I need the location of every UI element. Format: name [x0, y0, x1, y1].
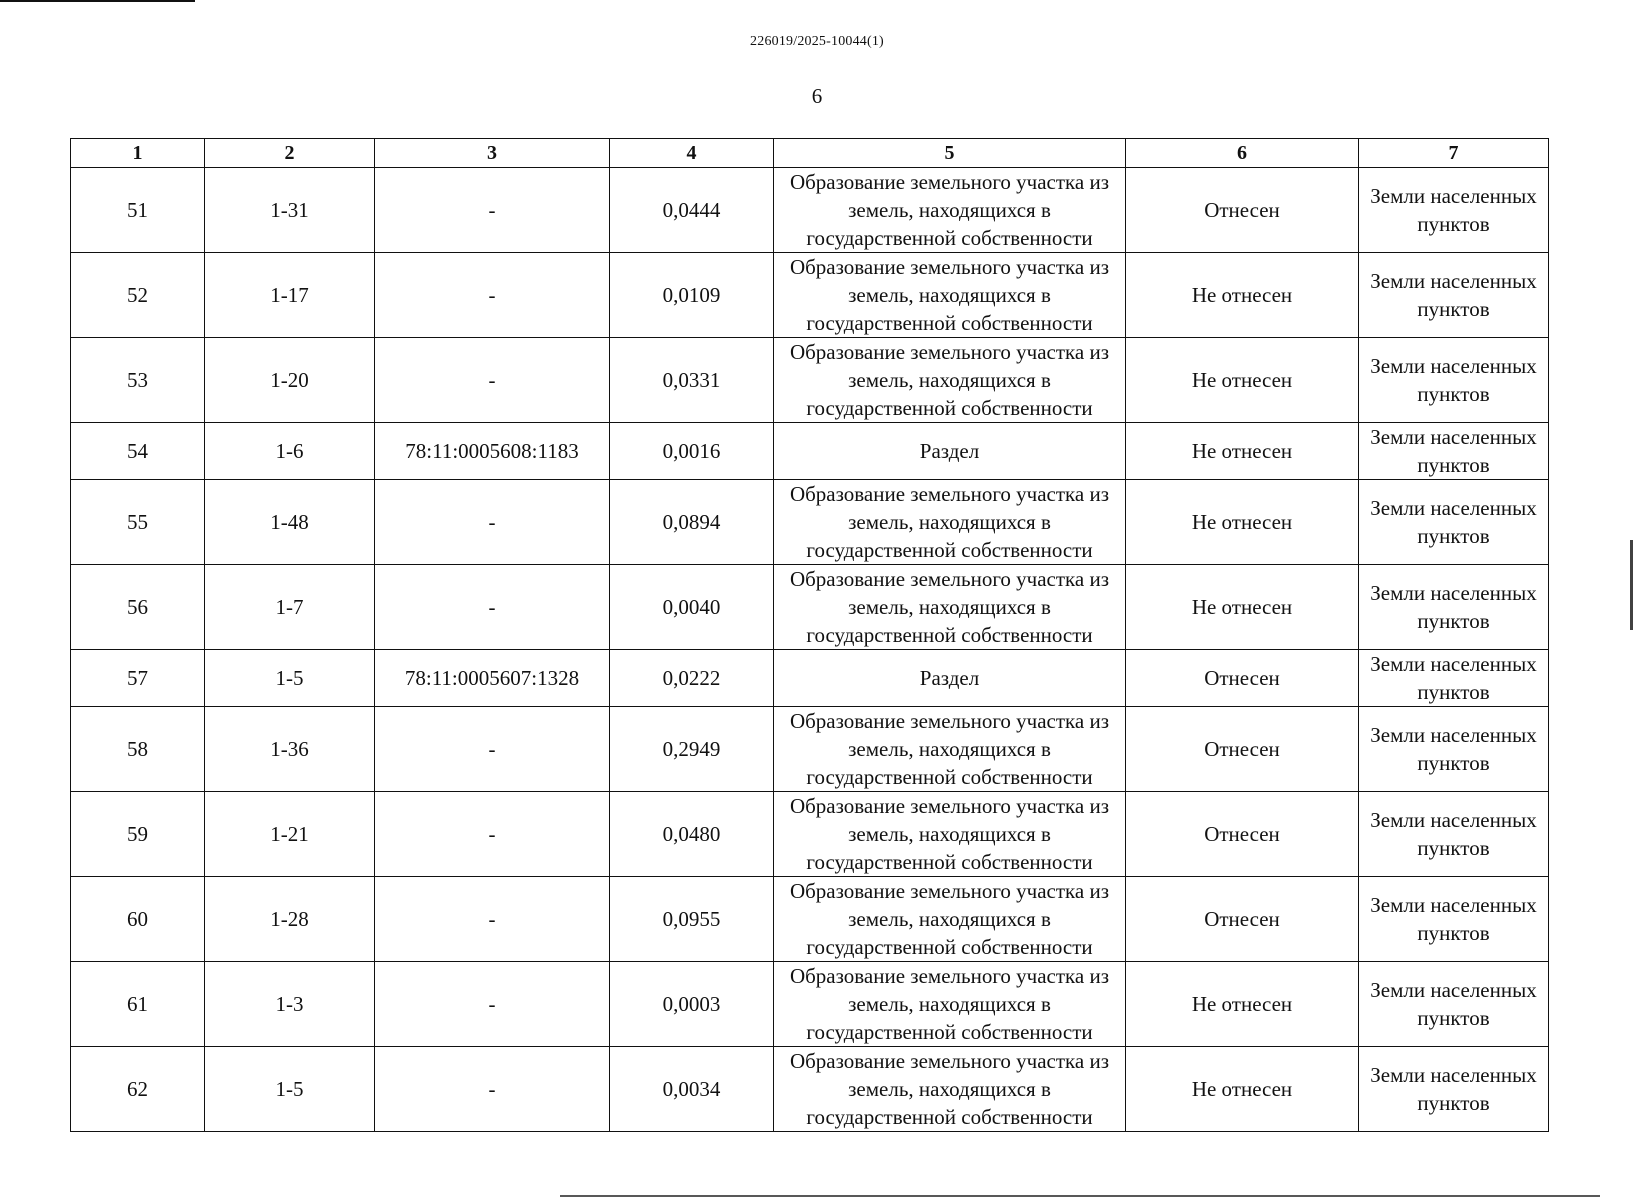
- status-cell: Отнесен: [1126, 650, 1359, 707]
- column-header: 5: [774, 139, 1126, 168]
- column-header: 6: [1126, 139, 1359, 168]
- cadastral-number-cell: -: [375, 1047, 610, 1132]
- land-category-cell: Земли населенных пунктов: [1359, 168, 1549, 253]
- cadastral-number-cell: 78:11:0005607:1328: [375, 650, 610, 707]
- cadastral-number-cell: -: [375, 962, 610, 1047]
- table-row: [71, 480, 1549, 565]
- area-cell: 0,0003: [610, 962, 774, 1047]
- scan-artifact-top: [0, 0, 195, 2]
- table-row: [71, 877, 1549, 962]
- plot-designation-cell: 1-20: [205, 338, 375, 423]
- table-row: [71, 565, 1549, 650]
- land-category-cell: Земли населенных пунктов: [1359, 962, 1549, 1047]
- status-cell: Отнесен: [1126, 792, 1359, 877]
- land-plots-table: [70, 138, 1549, 1132]
- status-cell: Не отнесен: [1126, 423, 1359, 480]
- land-category-cell: Земли населенных пунктов: [1359, 338, 1549, 423]
- land-category-cell: Земли населенных пунктов: [1359, 565, 1549, 650]
- formation-method-cell: Образование земельного участка из земель, находящихся в государственной собственности: [774, 877, 1126, 962]
- status-cell: Не отнесен: [1126, 962, 1359, 1047]
- area-cell: 0,0894: [610, 480, 774, 565]
- area-cell: 0,0480: [610, 792, 774, 877]
- row-number-cell: 54: [71, 423, 205, 480]
- cadastral-number-cell: -: [375, 253, 610, 338]
- scan-artifact-right: [1630, 540, 1633, 630]
- cadastral-number-cell: -: [375, 480, 610, 565]
- status-cell: Отнесен: [1126, 168, 1359, 253]
- row-number-cell: 51: [71, 168, 205, 253]
- cadastral-number-cell: -: [375, 792, 610, 877]
- formation-method-cell: Образование земельного участка из земель, находящихся в государственной собственности: [774, 480, 1126, 565]
- cadastral-number-cell: -: [375, 707, 610, 792]
- cadastral-number-cell: 78:11:0005608:1183: [375, 423, 610, 480]
- table-row: [71, 1047, 1549, 1132]
- area-cell: 0,0034: [610, 1047, 774, 1132]
- formation-method-cell: Образование земельного участка из земель, находящихся в государственной собственности: [774, 565, 1126, 650]
- land-category-cell: Земли населенных пунктов: [1359, 707, 1549, 792]
- plot-designation-cell: 1-7: [205, 565, 375, 650]
- row-number-cell: 59: [71, 792, 205, 877]
- status-cell: Не отнесен: [1126, 338, 1359, 423]
- row-number-cell: 57: [71, 650, 205, 707]
- plot-designation-cell: 1-31: [205, 168, 375, 253]
- formation-method-cell: Образование земельного участка из земель, находящихся в государственной собственности: [774, 707, 1126, 792]
- plot-designation-cell: 1-6: [205, 423, 375, 480]
- cadastral-number-cell: -: [375, 168, 610, 253]
- document-number: 226019/2025-10044(1): [750, 34, 884, 49]
- row-number-cell: 53: [71, 338, 205, 423]
- row-number-cell: 62: [71, 1047, 205, 1132]
- plot-designation-cell: 1-5: [205, 1047, 375, 1132]
- plot-designation-cell: 1-36: [205, 707, 375, 792]
- cadastral-number-cell: -: [375, 338, 610, 423]
- status-cell: Отнесен: [1126, 877, 1359, 962]
- cadastral-number-cell: -: [375, 877, 610, 962]
- table-header-row: [71, 139, 1549, 168]
- area-cell: 0,0016: [610, 423, 774, 480]
- formation-method-cell: Образование земельного участка из земель, находящихся в государственной собственности: [774, 338, 1126, 423]
- formation-method-cell: Раздел: [774, 650, 1126, 707]
- land-category-cell: Земли населенных пунктов: [1359, 480, 1549, 565]
- formation-method-cell: Раздел: [774, 423, 1126, 480]
- table-row: [71, 168, 1549, 253]
- table-row: [71, 253, 1549, 338]
- status-cell: Не отнесен: [1126, 565, 1359, 650]
- area-cell: 0,0331: [610, 338, 774, 423]
- status-cell: Не отнесен: [1126, 480, 1359, 565]
- plot-designation-cell: 1-17: [205, 253, 375, 338]
- status-cell: Не отнесен: [1126, 253, 1359, 338]
- area-cell: 0,0040: [610, 565, 774, 650]
- plot-designation-cell: 1-48: [205, 480, 375, 565]
- column-header: 3: [375, 139, 610, 168]
- table-row: [71, 650, 1549, 707]
- cadastral-number-cell: -: [375, 565, 610, 650]
- row-number-cell: 58: [71, 707, 205, 792]
- area-cell: 0,0109: [610, 253, 774, 338]
- table-row: [71, 962, 1549, 1047]
- area-cell: 0,0444: [610, 168, 774, 253]
- land-category-cell: Земли населенных пунктов: [1359, 423, 1549, 480]
- formation-method-cell: Образование земельного участка из земель, находящихся в государственной собственности: [774, 792, 1126, 877]
- status-cell: Отнесен: [1126, 707, 1359, 792]
- area-cell: 0,2949: [610, 707, 774, 792]
- row-number-cell: 61: [71, 962, 205, 1047]
- row-number-cell: 55: [71, 480, 205, 565]
- area-cell: 0,0222: [610, 650, 774, 707]
- plot-designation-cell: 1-5: [205, 650, 375, 707]
- row-number-cell: 56: [71, 565, 205, 650]
- plot-designation-cell: 1-28: [205, 877, 375, 962]
- formation-method-cell: Образование земельного участка из земель, находящихся в государственной собственности: [774, 962, 1126, 1047]
- column-header: 4: [610, 139, 774, 168]
- page-number: 6: [811, 84, 823, 108]
- formation-method-cell: Образование земельного участка из земель, находящихся в государственной собственности: [774, 168, 1126, 253]
- plot-designation-cell: 1-21: [205, 792, 375, 877]
- column-header: 7: [1359, 139, 1549, 168]
- column-header: 1: [71, 139, 205, 168]
- land-category-cell: Земли населенных пунктов: [1359, 1047, 1549, 1132]
- table-row: [71, 338, 1549, 423]
- table-row: [71, 707, 1549, 792]
- area-cell: 0,0955: [610, 877, 774, 962]
- scan-artifact-bottom: [560, 1195, 1600, 1197]
- row-number-cell: 60: [71, 877, 205, 962]
- formation-method-cell: Образование земельного участка из земель, находящихся в государственной собственности: [774, 253, 1126, 338]
- land-category-cell: Земли населенных пунктов: [1359, 650, 1549, 707]
- status-cell: Не отнесен: [1126, 1047, 1359, 1132]
- table-row: [71, 792, 1549, 877]
- row-number-cell: 52: [71, 253, 205, 338]
- table-row: [71, 423, 1549, 480]
- land-category-cell: Земли населенных пунктов: [1359, 792, 1549, 877]
- formation-method-cell: Образование земельного участка из земель, находящихся в государственной собственности: [774, 1047, 1126, 1132]
- land-category-cell: Земли населенных пунктов: [1359, 253, 1549, 338]
- plot-designation-cell: 1-3: [205, 962, 375, 1047]
- column-header: 2: [205, 139, 375, 168]
- land-category-cell: Земли населенных пунктов: [1359, 877, 1549, 962]
